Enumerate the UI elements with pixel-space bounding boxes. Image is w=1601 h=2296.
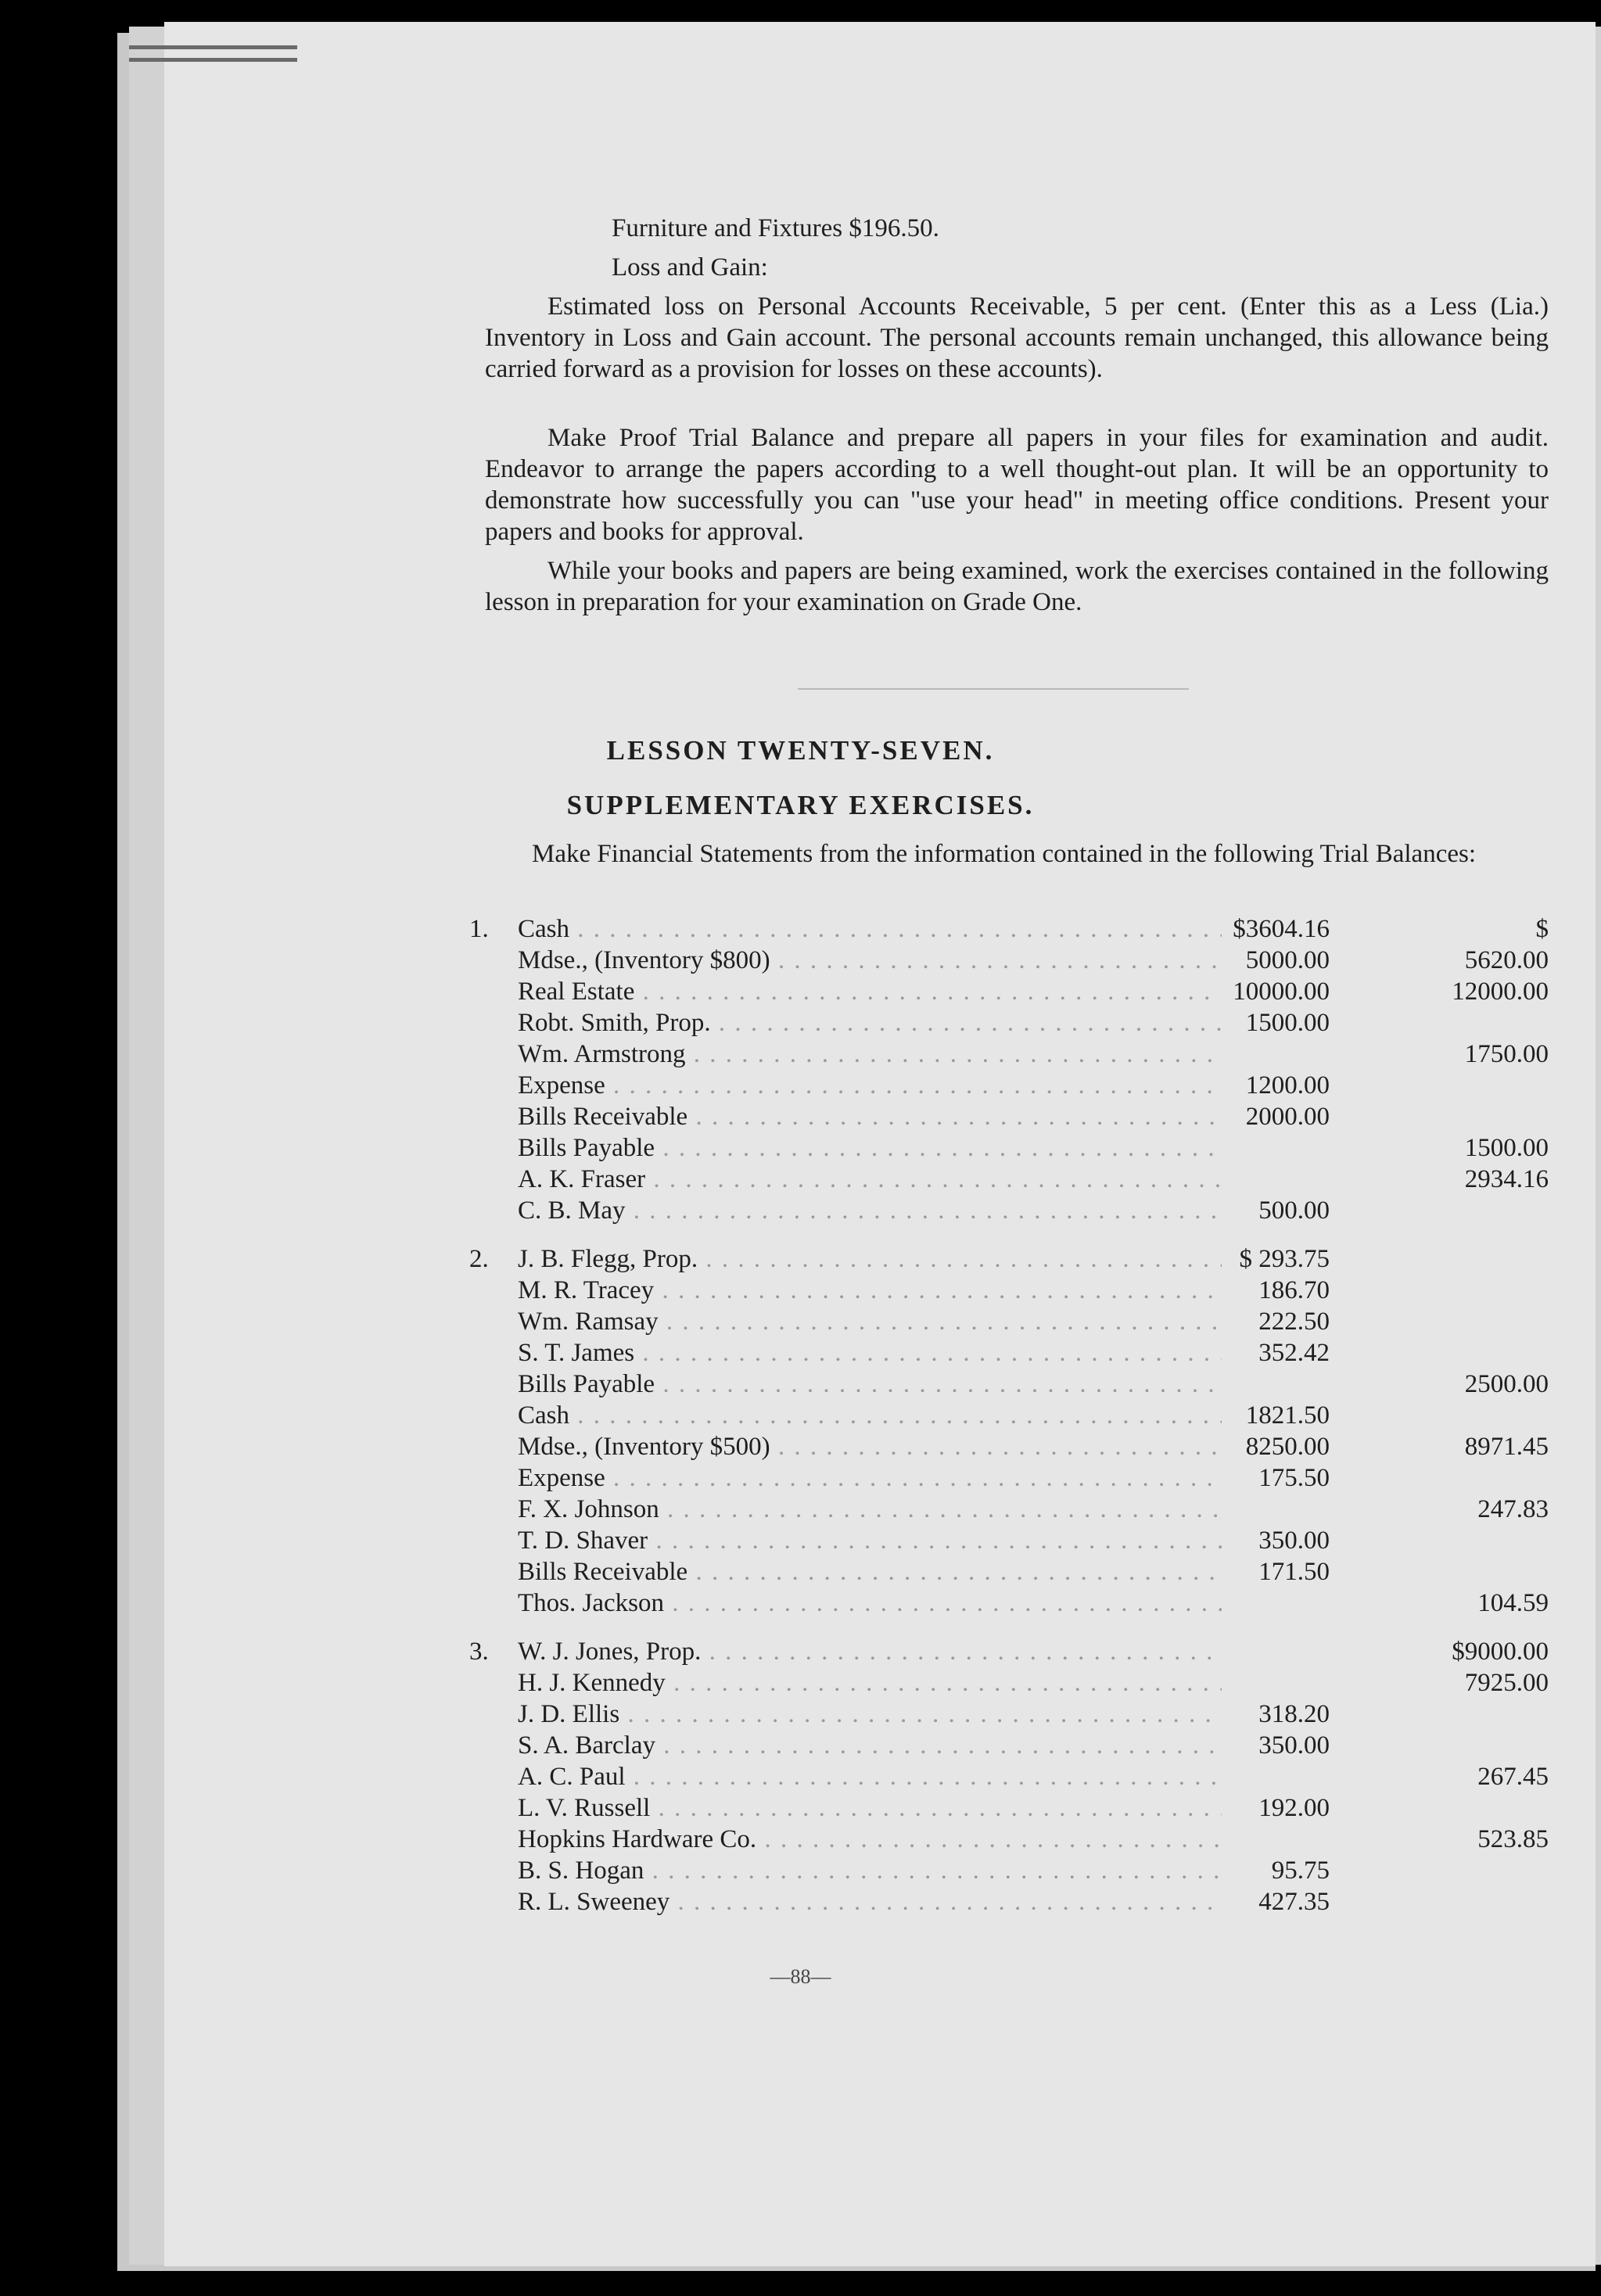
trial-balance-row [469,1495,1564,1526]
trial-balances [469,915,1564,1955]
trial-balance-row [469,1071,1564,1103]
account-name: J. D. Ellis . . . [518,1700,1222,1729]
trial-balance-row [469,946,1564,978]
trial-balance-row [469,1526,1564,1558]
scan-mark [129,45,297,49]
credit-amount: 1750.00 [1464,1040,1549,1068]
trial-balance-row [469,1370,1564,1401]
debit-amount: $ 293.75 [1239,1245,1330,1273]
intro-paragraph: Make Financial Statements from the information contained in the following Trial Balances: [532,840,1476,868]
account-name: S. A. Barclay . . . [518,1731,1222,1760]
account-name: Hopkins Hardware Co. . . . [518,1825,1222,1854]
account-name: J. B. Flegg, Prop. . . . [518,1245,1222,1274]
trial-balance-row [469,1433,1564,1464]
trial-balance-row [469,915,1564,946]
account-name: Wm. Ramsay . . . [518,1308,1222,1336]
balance-number: 1. [469,915,489,943]
debit-amount: 500.00 [1258,1196,1330,1225]
credit-amount: 247.83 [1477,1495,1549,1523]
credit-amount: 523.85 [1477,1825,1549,1853]
account-name: M. R. Tracey . . . [518,1276,1222,1305]
account-name: L. V. Russell . . . [518,1794,1222,1823]
credit-amount: 267.45 [1477,1763,1549,1791]
trial-balance-row [469,1825,1564,1857]
trial-balance-row [469,1134,1564,1165]
account-name: Mdse., (Inventory $800) . . . [518,946,1222,975]
account-name: A. C. Paul . . . [518,1763,1222,1792]
trial-balance-row [469,1009,1564,1040]
debit-amount: 350.00 [1258,1526,1330,1555]
account-name: Robt. Smith, Prop. . . . [518,1009,1222,1038]
debit-amount: 95.75 [1271,1857,1330,1885]
paragraph: While your books and papers are being examined, work the exercises contained in the following lesson in preparation for your examination on Grade One. [485,557,1549,616]
trial-balance-row [469,1731,1564,1763]
trial-balance-row [469,1857,1564,1888]
account-name: F. X. Johnson . . . [518,1495,1222,1524]
credit-amount: 7925.00 [1464,1669,1549,1697]
debit-amount: 1200.00 [1245,1071,1330,1100]
trial-balance-row [469,978,1564,1009]
account-name: Real Estate . . . [518,978,1222,1006]
debit-amount: 318.20 [1258,1700,1330,1728]
account-name: C. B. May . . . [518,1196,1222,1225]
account-name: Expense . . . [518,1464,1222,1493]
debit-amount: 5000.00 [1245,946,1330,974]
credit-amount: 8971.45 [1464,1433,1549,1461]
trial-balance-row [469,1165,1564,1196]
account-name: Cash . . . [518,1401,1222,1430]
debit-amount: 8250.00 [1245,1433,1330,1461]
credit-amount: 12000.00 [1452,978,1549,1006]
account-name: S. T. James . . . [518,1339,1222,1368]
debit-amount: $3604.16 [1233,915,1330,943]
account-name: T. D. Shaver . . . [518,1526,1222,1555]
debit-amount: 175.50 [1258,1464,1330,1492]
credit-amount: 104.59 [1477,1589,1549,1617]
account-name: Thos. Jackson . . . [518,1589,1222,1618]
debit-amount: 1821.50 [1245,1401,1330,1430]
balance-number: 3. [469,1638,489,1666]
debit-amount: 222.50 [1258,1308,1330,1336]
trial-balance-row [469,1888,1564,1919]
trial-balance-row [469,1763,1564,1794]
loss-gain-line: Loss and Gain: [612,253,768,282]
trial-balance-row [469,1245,1564,1276]
balance-number: 2. [469,1245,489,1273]
credit-amount: 2934.16 [1464,1165,1549,1193]
account-name: Bills Receivable . . . [518,1558,1222,1587]
credit-amount: 5620.00 [1464,946,1549,974]
account-name: Bills Payable . . . [518,1370,1222,1399]
account-name: Expense . . . [518,1071,1222,1100]
account-name: W. J. Jones, Prop. . . . [518,1638,1222,1666]
debit-amount: 186.70 [1258,1276,1330,1304]
debit-amount: 10000.00 [1233,978,1330,1006]
debit-amount: 352.42 [1258,1339,1330,1367]
trial-balance-row [469,1589,1564,1620]
credit-amount: 2500.00 [1464,1370,1549,1398]
credit-amount: 1500.00 [1464,1134,1549,1162]
debit-amount: 427.35 [1258,1888,1330,1916]
account-name: Cash . . . [518,915,1222,944]
trial-balance-row [469,1196,1564,1228]
trial-balance-row [469,1794,1564,1825]
account-name: A. K. Fraser . . . [518,1165,1222,1194]
account-name: Bills Receivable . . . [518,1103,1222,1132]
paragraph: Make Proof Trial Balance and prepare all papers in your files for examination and audit. Endeavor to arrange the papers according to a well thought-out plan. It will be an opportunity to demonstrate how successfully you can "use your head" in meeting office conditions. Present your papers and books for approval. [485,424,1549,546]
trial-balance-row [469,1276,1564,1308]
lesson-subtitle: SUPPLEMENTARY EXERCISES. [566,790,1035,820]
trial-balance-row [469,1638,1564,1669]
account-name: Wm. Armstrong . . . [518,1040,1222,1069]
lesson-title: LESSON TWENTY-SEVEN. [606,735,995,766]
furniture-line: Furniture and Fixtures $196.50. [612,214,939,242]
trial-balance-row [469,1308,1564,1339]
trial-balance-row [469,1558,1564,1589]
paragraph: Estimated loss on Personal Accounts Receivable, 5 per cent. (Enter this as a Less (Lia.) Inventory in Loss and Gain account. The personal accounts remain unchanged, this allowance being carried forward as a provision for losses on these accounts). [485,292,1549,383]
debit-amount: 350.00 [1258,1731,1330,1760]
trial-balance-row [469,1401,1564,1433]
trial-balance-row [469,1040,1564,1071]
credit-amount: $ [1535,915,1549,943]
account-name: Mdse., (Inventory $500) . . . [518,1433,1222,1462]
trial-balance-row [469,1669,1564,1700]
trial-balance-row [469,1464,1564,1495]
page-folio: —88— [770,1965,831,1988]
account-name: R. L. Sweeney . . . [518,1888,1222,1917]
account-name: H. J. Kennedy . . . [518,1669,1222,1698]
section-rule [798,688,1189,690]
debit-amount: 1500.00 [1245,1009,1330,1037]
debit-amount: 2000.00 [1245,1103,1330,1131]
trial-balance-row [469,1339,1564,1370]
credit-amount: $9000.00 [1452,1638,1549,1666]
scan-mark [129,58,297,62]
debit-amount: 192.00 [1258,1794,1330,1822]
account-name: B. S. Hogan . . . [518,1857,1222,1885]
debit-amount: 171.50 [1258,1558,1330,1586]
trial-balance-row [469,1700,1564,1731]
account-name: Bills Payable . . . [518,1134,1222,1163]
trial-balance-row [469,1103,1564,1134]
